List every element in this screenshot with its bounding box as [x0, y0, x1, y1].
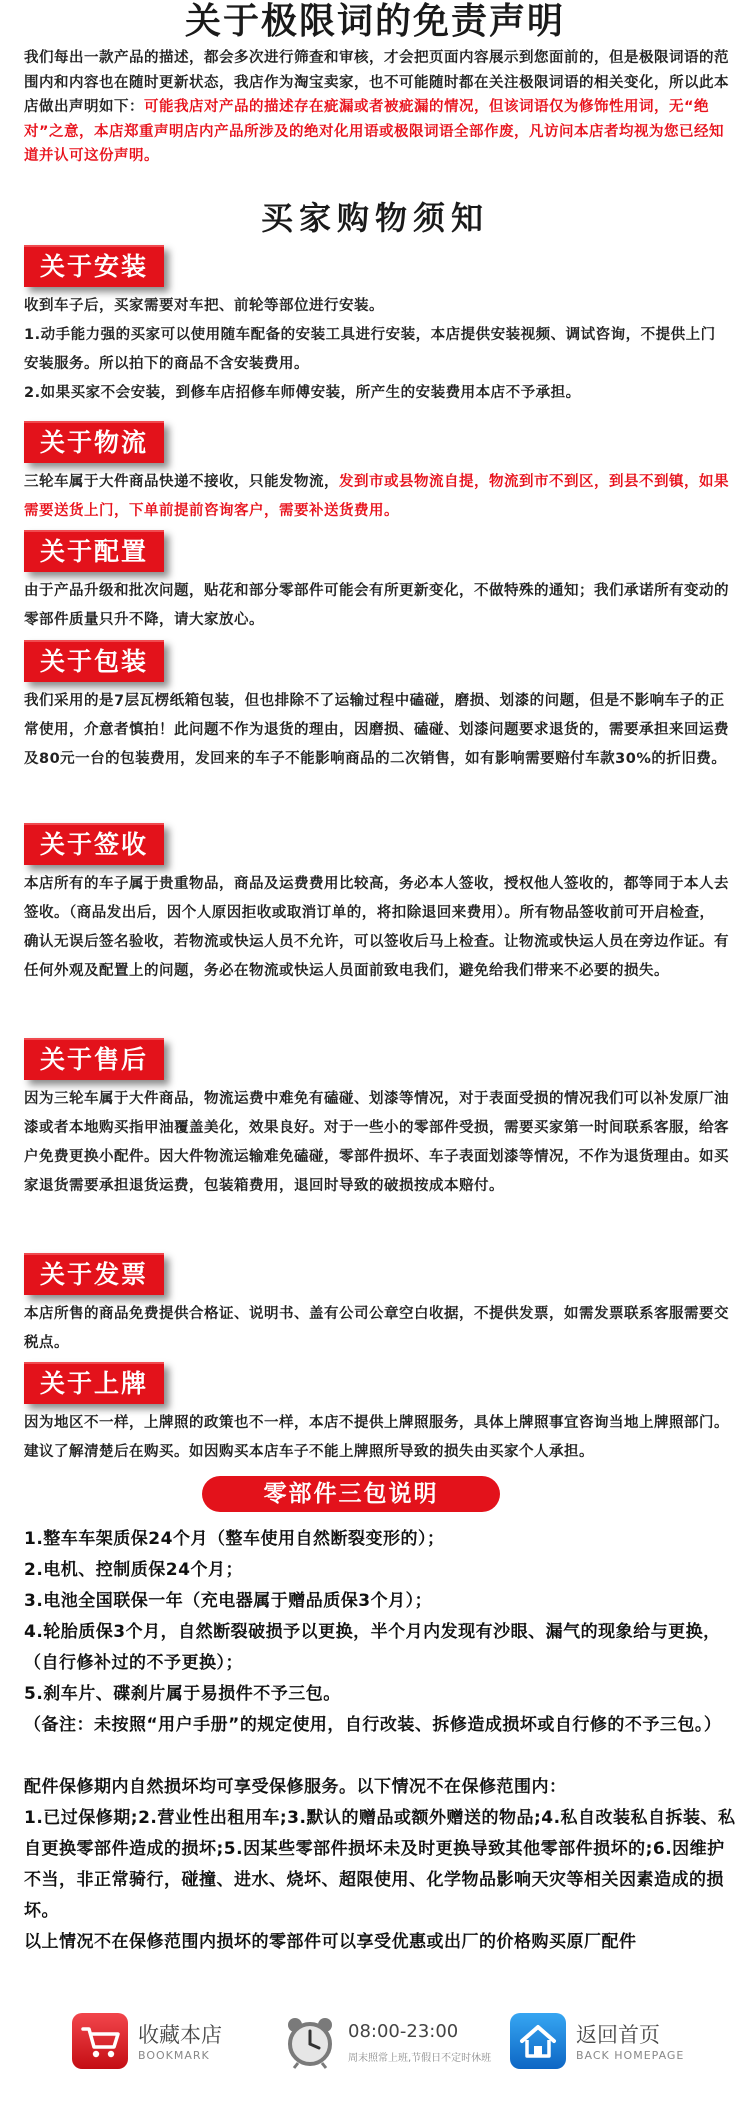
- warranty-item: 2.电机、控制质保24个月；: [24, 1560, 243, 1580]
- packaging-text: 我们采用的是7层瓦楞纸箱包装，但也排除不了运输过程中磕碰，磨损、划漆的问题，但是不影响车子的正常使用，介意者慎拍！此问题不作为退货的理由，因磨损、磕碰、划漆问题要求退货的，需要承担来回运费及80元一台的包装费用，发回来的车子不能影响商品的二次销售，如有影响需要赔付车款30%的折旧费。: [24, 693, 729, 767]
- section-tag-aftersale: 关于售后: [24, 1038, 164, 1080]
- cart-icon: [72, 2013, 128, 2069]
- bookmark-link[interactable]: [72, 2013, 242, 2077]
- section-tag-install: 关于安装: [24, 245, 164, 287]
- disclaimer-title: 关于极限词的免责声明: [184, 1, 565, 42]
- disclaimer-text: [24, 46, 729, 169]
- section-tag-logistics: 关于物流: [24, 421, 164, 463]
- warranty-last-line: 以上情况不在保修范围内损坏的零部件可以享受优惠或出厂的价格购买原厂配件: [24, 1932, 637, 1952]
- business-hours: [282, 2013, 502, 2077]
- section-tag-plate: 关于上牌: [24, 1362, 164, 1404]
- install-text-2: 1.动手能力强的买家可以使用随车配备的安装工具进行安装，本店提供安装视频、调试咨询，不提供上门安装服务。所以拍下的商品不含安装费用。: [24, 327, 716, 372]
- section-tag-signing: 关于签收: [24, 823, 164, 865]
- footer: [0, 1995, 750, 2119]
- aftersale-text: 因为三轮车属于大件商品，物流运费中难免有磕碰、划漆等情况，对于表面受损的情况我们可以补发原厂油漆或者本地购买指甲油覆盖美化，效果良好。对于一些小的零部件受损，需要买家第一时间联系客服，给客户免费更换小配件。因大件物流运输难免磕碰，零部件损坏、车子表面划漆等情况，不作为退货理由。如买家退货需要承担退货运费，包装箱费用，退回时导致的破损按成本赔付。: [24, 1091, 729, 1194]
- disclaimer-text-plain: 我们每出一款产品的描述，都会多次进行筛查和审核，才会把页面内容展示到您面前的，但是极限词语的范围内和内容也在随时更新状态，我店作为淘宝卖家，也不可能随时都在关注极限词语的相关变化，所以此本店做出声明如下：: [24, 50, 729, 115]
- config-text: 由于产品升级和批次问题，贴花和部分零部件可能会有所更新变化，不做特殊的通知；我们承诺所有变动的零部件质量只升不降，请大家放心。: [24, 583, 729, 628]
- plate-text: 因为地区不一样，上牌照的政策也不一样，本店不提供上牌照服务，具体上牌照事宜咨询当地上牌照部门。建议了解清楚后在购买。如因购买本店车子不能上牌照所导致的损失由买家个人承担。: [24, 1415, 729, 1460]
- logistics-text-plain: 三轮车属于大件商品快递不接收，只能发物流，: [24, 474, 339, 490]
- install-text-1: 收到车子后，买家需要对车把、前轮等部位进行安装。: [24, 298, 384, 314]
- warranty-item: 3.电池全国联保一年（充电器属于赠品质保3个月）；: [24, 1591, 433, 1611]
- invoice-text: 本店所售的商品免费提供合格证、说明书、盖有公司公章空白收据，不提供发票，如需发票联系客服需要交税点。: [24, 1306, 729, 1351]
- warranty-item: 5.刹车片、碟刹片属于易损件不予三包。: [24, 1684, 341, 1704]
- warranty-coverage-intro: 配件保修期内自然损坏均可享受保修服务。以下情况不在保修范围内：: [24, 1777, 567, 1797]
- warranty-exclusions: 1.已过保修期;2.营业性出租用车;3.默认的赠品或额外赠送的物品;4.私自改装私自拆装、私自更换零部件造成的损坏;5.因某些零部件损坏未及时更换导致其他零部件损坏的;6.因维护不当，非正常骑行，碰撞、进水、烧坏、超限使用、化学物品影响天灾等相关因素造成的损坏。: [24, 1808, 736, 1921]
- warranty-item: 4.轮胎质保3个月，自然断裂破损予以更换，半个月内发现有沙眼、漏气的现象给与更换，（自行修补过的不予更换）；: [24, 1622, 721, 1673]
- section-tag-invoice: 关于发票: [24, 1253, 164, 1295]
- hours-text: 08:00-23:00: [348, 2021, 459, 2042]
- home-link[interactable]: [510, 2013, 710, 2077]
- bookmark-sub: BOOKMARK: [138, 2049, 210, 2062]
- warranty-note: （备注：未按照“用户手册”的规定使用，自行改装、拆修造成损坏或自行修的不予三包。）: [24, 1715, 722, 1735]
- logistics-text-red: 发到市或县物流自提，物流到市不到区，到县不到镇，如果需要送货上门，下单前提前咨询客户，需要补送货费用。: [24, 474, 729, 519]
- signing-text: 本店所有的车子属于贵重物品，商品及运费费用比较高，务必本人签收，授权他人签收的，都等同于本人去签收。（商品发出后，因个人原因拒收或取消订单的，将扣除退回来费用）。所有物品签收前可开启检查，确认无误后签名验收，若物流或快运人员不允许，可以签收后马上检查。让物流或快运人员在旁边作证。有任何外观及配置上的问题，务必在物流或快运人员面前致电我们，避免给我们带来不必要的损失。: [24, 876, 729, 979]
- hours-sub: 周末照常上班,节假日不定时休班: [348, 2053, 492, 2064]
- alarm-clock-icon: [282, 2013, 338, 2069]
- install-text-3: 2.如果买家不会安装，到修车店招修车师傅安装，所产生的安装费用本店不予承担。: [24, 385, 581, 401]
- disclaimer-text-red: 可能我店对产品的描述存在疵漏或者被疵漏的情况，但该词语仅为修饰性用词，无“绝对”之意，本店郑重声明店内产品所涉及的绝对化用语或极限词语全部作废，凡访问本店者均视为您已经知道并认可这份声明。: [24, 99, 725, 164]
- section-tag-config: 关于配置: [24, 530, 164, 572]
- notice-title: 买家购物须知: [260, 199, 489, 237]
- section-tag-packaging: 关于包装: [24, 640, 164, 682]
- home-label: 返回首页: [576, 2023, 660, 2047]
- warranty-item: 1.整车车架质保24个月（整车使用自然断裂变形的）；: [24, 1529, 445, 1549]
- home-sub: BACK HOMEPAGE: [576, 2049, 685, 2062]
- parts-warranty-banner: 零部件三包说明: [202, 1476, 500, 1512]
- home-icon: [510, 2013, 566, 2069]
- bookmark-label: 收藏本店: [138, 2023, 222, 2047]
- logistics-text: [24, 468, 729, 526]
